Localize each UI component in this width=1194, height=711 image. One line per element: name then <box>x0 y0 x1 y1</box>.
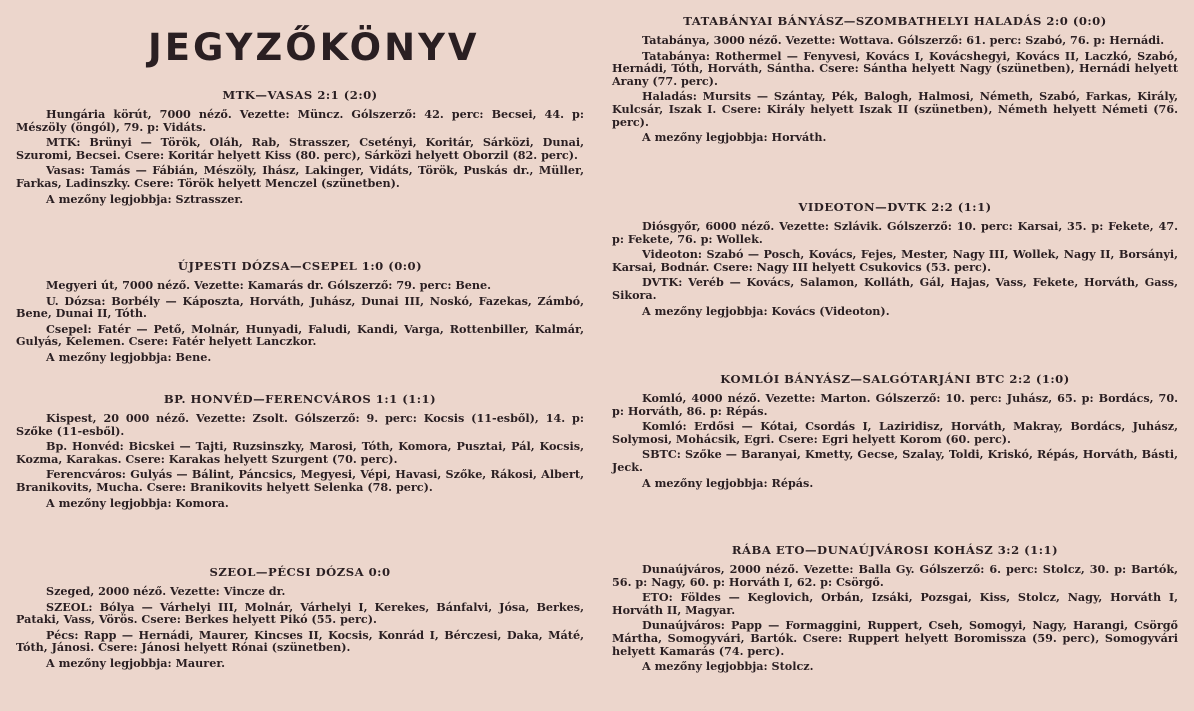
home-lineup: SZEOL: Bólya — Várhelyi III, Molnár, Várhelyi I, Kerekes, Bánfalvi, Jósa, Berkes, Pataki, Vass, Vörös. Csere: Berkes helyett Pikó (55. perc). <box>16 599 584 627</box>
best-player: A mezőny legjobbja: Stolcz. <box>642 659 814 674</box>
away-lineup: Ferencváros: Gulyás — Bálint, Páncsics, Megyesi, Vépi, Havasi, Szőke, Rákosi, Albert, Branikovits, Mucha. Csere: Branikovits helyett Selenka (78. perc). <box>16 467 584 494</box>
away-lineup: Dunaújváros: Papp — Formaggini, Ruppert, Cseh, Somogyi, Nagy, Harangi, Csörgő Mártha, Somogyvári, Bartók. Csere: Ruppert helyett Boromissza (59. perc), Somogyvári helyett Kamarás (74. perc). <box>612 618 1178 658</box>
away-lineup: Csepel: Fatér — Pető, Molnár, Hunyadi, Faludi, Kandi, Varga, Rottenbiller, Kalmár, Gulyás, Kelemen. Csere: Fatér helyett Lanczkor. <box>16 321 584 349</box>
best-player: A mezőny legjobbja: Sztrasszer. <box>46 191 244 206</box>
match-info: Dunaújváros, 2000 néző. Vezette: Balla Gy. Gólszerző: 6. perc: Stolcz, 30. p: Bartók, 56. p: Nagy, 60. p: Horváth I, 62. p: Csörgő. <box>612 562 1178 589</box>
best-player: A mezőny legjobbja: Komora. <box>46 495 229 510</box>
match-report <box>16 392 584 509</box>
match-info: Hungária körút, 7000 néző. Vezette: Müncz. Gólszerző: 42. perc: Becsei, 44. p: Mészöly (öngól), 79. p: Vidáts. <box>16 107 584 134</box>
home-lineup: MTK: Brünyi — Török, Oláh, Rab, Strasszer, Csetényi, Koritár, Sárközi, Dunai, Szuromi, Becsei. Csere: Koritár helyett Kiss (80. perc), Sárközi helyett Oborzil (82. perc). <box>16 135 584 162</box>
best-player: A mezőny legjobbja: Horváth. <box>642 130 827 145</box>
away-lineup: Pécs: Rapp — Hernádi, Maurer, Kincses II, Kocsis, Konrád I, Bérczesi, Daka, Máté, Tóth, Jánosi. Csere: Jánosi helyett Rónai (szünetben). <box>16 627 584 655</box>
home-lineup: U. Dózsa: Borbély — Káposzta, Horváth, Juhász, Dunai III, Noskó, Fazekas, Zámbó, Bene, Dunai II, Tóth. <box>16 293 584 321</box>
match-heading: MTK—VASAS 2:1 (2:0) <box>222 88 378 102</box>
match-info: Diósgyőr, 6000 néző. Vezette: Szlávik. Gólszerző: 10. perc: Karsai, 35. p: Fekete, 47. p: Fekete, 76. p: Wollek. <box>612 219 1178 246</box>
away-lineup: Vasas: Tamás — Fábián, Mészöly, Ihász, Lakinger, Vidáts, Török, Puskás dr., Müller, Farkas, Ladinszky. Csere: Török helyett Menczel (szünetben). <box>16 163 584 190</box>
home-lineup: Komló: Erdősi — Kótai, Csordás I, Laziridisz, Horváth, Makray, Bordács, Juhász, Solymosi, Mohácsik, Egri. Csere: Egri helyett Korom (60. perc). <box>612 419 1178 446</box>
match-heading: ÚJPESTI DÓZSA—CSEPEL 1:0 (0:0) <box>177 259 423 273</box>
match-heading: KOMLÓI BÁNYÁSZ—SALGÓTARJÁNI BTC 2:2 (1:0) <box>720 372 1070 386</box>
away-lineup: SBTC: Szőke — Baranyai, Kmetty, Gecse, Szalay, Toldi, Kriskó, Répás, Horváth, Básti, Jeck. <box>612 447 1178 474</box>
match-info: Kispest, 20 000 néző. Vezette: Zsolt. Gólszerző: 9. perc: Kocsis (11-esből), 14. p: Szőke (11-esből). <box>16 411 584 438</box>
match-report <box>16 565 584 670</box>
match-heading: SZEOL—PÉCSI DÓZSA 0:0 <box>209 565 391 579</box>
home-lineup: Bp. Honvéd: Bicskei — Tajti, Ruzsinszky, Marosi, Tóth, Komora, Pusztai, Pál, Kocsis, Kozma, Karakas. Csere: Karakas helyett Szurgent (70. perc). <box>16 439 584 466</box>
match-report <box>16 88 584 205</box>
match-heading: BP. HONVÉD—FERENCVÁROS 1:1 (1:1) <box>163 392 437 406</box>
match-report <box>16 259 584 364</box>
home-lineup: Tatabánya: Rothermel — Fenyvesi, Kovács I, Kovácshegyi, Kovács II, Laczkó, Szabó, Hernádi, Tóth, Horváth, Sántha. Csere: Sántha helyett Nagy (szünetben), Hernádi helyett Arany (77. perc). <box>612 48 1178 88</box>
home-lineup: Videoton: Szabó — Posch, Kovács, Fejes, Mester, Nagy III, Wollek, Nagy II, Borsányi, Karsai, Bodnár. Csere: Nagy III helyett Csukovics (53. perc). <box>612 247 1178 274</box>
page-title: JEGYZŐKÖNYV <box>148 26 480 69</box>
match-heading: RÁBA ETO—DUNAÚJVÁROSI KOHÁSZ 3:2 (1:1) <box>731 543 1059 557</box>
match-info: Megyeri út, 7000 néző. Vezette: Kamarás dr. Gólszerző: 79. perc: Bene. <box>46 278 492 292</box>
match-heading: VIDEOTON—DVTK 2:2 (1:1) <box>798 200 992 214</box>
match-report <box>612 543 1178 673</box>
best-player: A mezőny legjobbja: Kovács (Videoton). <box>642 303 890 318</box>
match-report <box>612 372 1178 489</box>
match-heading: TATABÁNYAI BÁNYÁSZ—SZOMBATHELYI HALADÁS 2:0 (0:0) <box>683 14 1107 28</box>
home-lineup: ETO: Földes — Keglovich, Orbán, Izsáki, Pozsgai, Kiss, Stolcz, Nagy, Horváth I, Horváth II, Magyar. <box>612 590 1178 617</box>
match-report <box>612 200 1178 317</box>
best-player: A mezőny legjobbja: Répás. <box>642 475 814 490</box>
best-player: A mezőny legjobbja: Bene. <box>46 349 212 364</box>
away-lineup: Haladás: Mursits — Szántay, Pék, Balogh, Halmosi, Németh, Szabó, Farkas, Király, Kulcsár, Iszak I. Csere: Király helyett Iszak II (szünetben), Németh helyett Németi (76. perc). <box>612 89 1178 129</box>
match-info: Tatabánya, 3000 néző. Vezette: Wottava. Gólszerző: 61. perc: Szabó, 76. p: Hernádi. <box>642 33 1165 47</box>
away-lineup: DVTK: Veréb — Kovács, Salamon, Kolláth, Gál, Hajas, Vass, Fekete, Horváth, Gass, Sikora. <box>612 275 1178 302</box>
match-info: Szeged, 2000 néző. Vezette: Vincze dr. <box>46 584 286 598</box>
match-report <box>612 14 1178 144</box>
best-player: A mezőny legjobbja: Maurer. <box>46 655 226 670</box>
match-info: Komló, 4000 néző. Vezette: Marton. Gólszerző: 10. perc: Juhász, 65. p: Bordács, 70. p: Horváth, 86. p: Répás. <box>612 391 1178 418</box>
